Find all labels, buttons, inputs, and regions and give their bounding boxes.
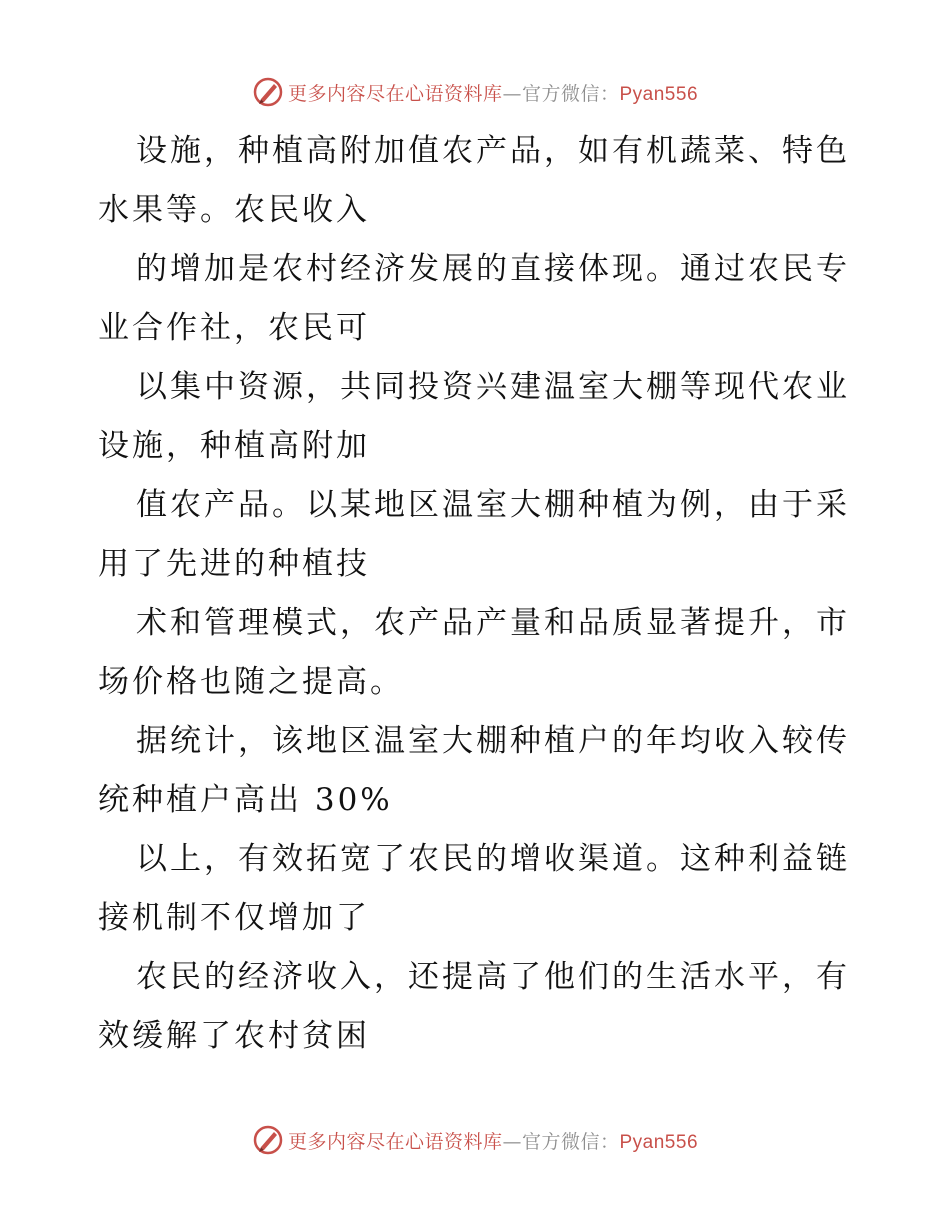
paragraph [98, 240, 858, 358]
text-line: 业合作社，农民可 [98, 310, 370, 346]
pen-logo-icon [252, 76, 284, 108]
header-banner [0, 72, 950, 112]
banner-main-text: 更多内容尽在心语资料库 [287, 82, 503, 105]
text-line: 水果等。农民收入 [98, 192, 370, 228]
pen-logo-icon [252, 1124, 284, 1156]
paragraph [98, 830, 858, 948]
paragraph [98, 122, 858, 240]
paragraph [98, 476, 858, 594]
text-line: 统种植户高出 30% [98, 782, 393, 818]
paragraph [98, 712, 858, 830]
banner-main-text: 更多内容尽在心语资料库 [287, 1130, 503, 1153]
text-line: 以集中资源，共同投资兴建温室大棚等现代农业 [136, 369, 850, 405]
text-line: 设施，种植高附加 [98, 428, 370, 464]
paragraph [98, 358, 858, 476]
text-line: 接机制不仅增加了 [98, 900, 370, 936]
text-line: 设施，种植高附加值农产品，如有机蔬菜、特色 [136, 133, 850, 169]
paragraph [98, 594, 858, 712]
footer-banner [0, 1120, 950, 1160]
text-line: 术和管理模式，农产品产量和品质显著提升，市 [136, 605, 850, 641]
banner-label: 官方微信： [521, 1130, 620, 1153]
document-body [98, 122, 858, 1066]
text-line: 据统计，该地区温室大棚种植户的年均收入较传 [136, 723, 850, 759]
banner-wechat-id: Pyan556 [619, 1131, 699, 1153]
text-line: 场价格也随之提高。 [98, 664, 404, 700]
text-line: 用了先进的种植技 [98, 546, 370, 582]
text-line: 值农产品。以某地区温室大棚种植为例，由于采 [136, 487, 850, 523]
paragraph [98, 948, 858, 1066]
banner-dash: — [502, 1130, 522, 1153]
banner-dash: — [502, 82, 522, 105]
text-line: 的增加是农村经济发展的直接体现。通过农民专 [136, 251, 850, 287]
text-line: 效缓解了农村贫困 [98, 1018, 370, 1054]
banner-label: 官方微信： [521, 82, 620, 105]
banner-wechat-id: Pyan556 [619, 83, 699, 105]
text-line: 以上，有效拓宽了农民的增收渠道。这种利益链 [136, 841, 850, 877]
text-line: 农民的经济收入，还提高了他们的生活水平，有 [136, 959, 850, 995]
